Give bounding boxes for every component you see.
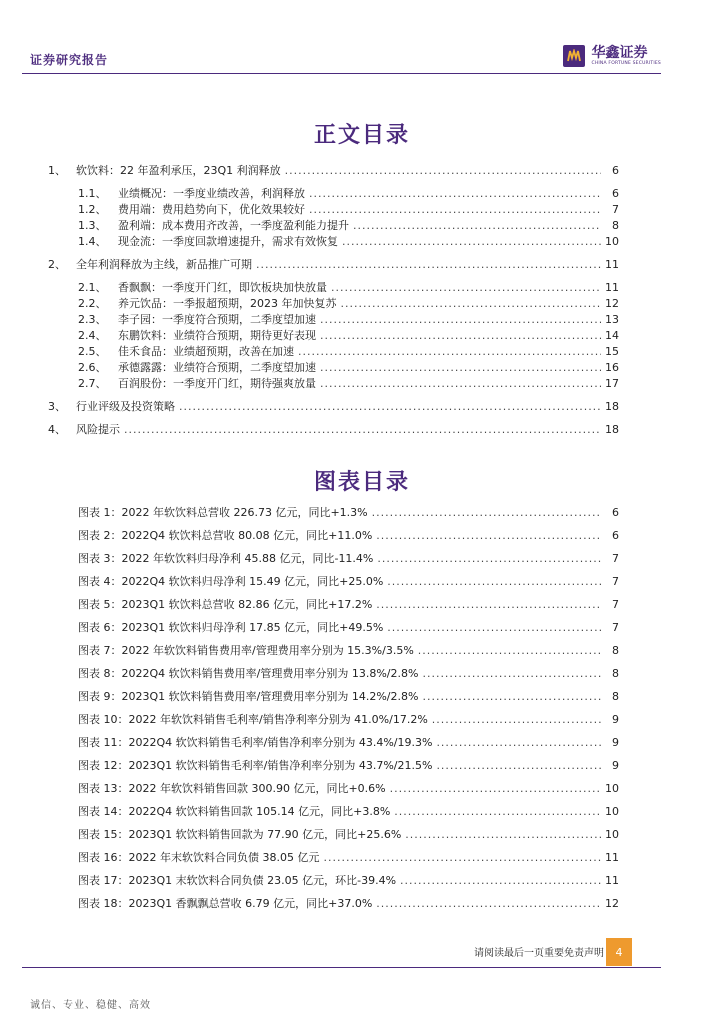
figure-item[interactable]: 图表 14：2022Q4 软饮料销售回款 105.14 亿元，同比+3.8% ..... 10 [78,803,619,819]
toc-item[interactable]: 2.7、 百润股份：一季度开门红，期待强爽放量 ..... 17 [78,375,619,391]
toc-item[interactable]: 1.2、 费用端：费用趋势向下，优化效果较好 ..... 7 [78,201,619,217]
figure-item[interactable]: 图表 5：2023Q1 软饮料总营收 82.86 亿元，同比+17.2% ..... 7 [78,596,619,612]
toc-item[interactable]: 2.6、 承德露露：业绩符合预期，二季度望加速 ..... 16 [78,359,619,375]
figure-item[interactable]: 图表 1：2022 年软饮料总营收 226.73 亿元，同比+1.3% ..... 6 [78,504,619,520]
toc-title: 正文目录 [313,122,410,148]
figure-item[interactable]: 图表 15：2023Q1 软饮料销售回款为 77.90 亿元，同比+25.6% ..... 10 [78,826,619,842]
figure-item[interactable]: 图表 8：2022Q4 软饮料销售费用率/管理费用率分别为 13.8%/2.8% ..... 8 [78,665,619,681]
figures-title: 图表目录 [313,469,410,495]
figure-item[interactable]: 图表 16：2022 年末软饮料合同负债 38.05 亿元 ..... 11 [78,849,619,865]
toc-item[interactable]: 4、 风险提示 ..... 18 [48,421,619,437]
figure-item[interactable]: 图表 6：2023Q1 软饮料归母净利 17.85 亿元，同比+49.5% ..... 7 [78,619,619,635]
figure-item[interactable]: 图表 9：2023Q1 软饮料销售费用率/管理费用率分别为 14.2%/2.8% ..... 8 [78,688,619,704]
brand-name: 华鑫证券 [591,45,648,61]
footer-divider [22,967,661,968]
toc-item[interactable]: 2.5、 佳禾食品：业绩超预期，改善在加速 ..... 15 [78,343,619,359]
page-number-badge: 4 [606,938,632,966]
toc-item[interactable]: 3、 行业评级及投资策略 ..... 18 [48,398,619,414]
figure-item[interactable]: 图表 10：2022 年软饮料销售毛利率/销售净利率分别为 41.0%/17.2% ..... 9 [78,711,619,727]
footer-motto: 诚信、专业、稳健、高效 [30,1000,151,1011]
disclaimer-note[interactable]: 请阅读最后一页重要免责声明 [474,948,604,959]
figure-item[interactable]: 图表 3：2022 年软饮料归母净利 45.88 亿元，同比-11.4% ..... 7 [78,550,619,566]
report-header-label: 证券研究报告 [30,53,109,67]
toc-item[interactable]: 2.1、 香飘飘：一季度开门红，即饮板块加快放量 ..... 11 [78,279,619,295]
brand-mark-icon [563,45,585,67]
toc-item[interactable]: 1.4、 现金流：一季度回款增速提升，需求有效恢复 ..... 10 [78,233,619,249]
toc-item[interactable]: 2.4、 东鹏饮料：业绩符合预期，期待更好表现 ..... 14 [78,327,619,343]
toc-item[interactable]: 1.3、 盈利端：成本费用齐改善，一季度盈利能力提升 ..... 8 [78,217,619,233]
figure-item[interactable]: 图表 13：2022 年软饮料销售回款 300.90 亿元，同比+0.6% ..... 10 [78,780,619,796]
figure-item[interactable]: 图表 4：2022Q4 软饮料归母净利 15.49 亿元，同比+25.0% ..... 7 [78,573,619,589]
figure-item[interactable]: 图表 17：2023Q1 末软饮料合同负债 23.05 亿元，环比-39.4% ..... 11 [78,872,619,888]
toc-item[interactable]: 1.1、 业绩概况：一季度业绩改善，利润释放 ..... 6 [78,185,619,201]
figure-item[interactable]: 图表 2：2022Q4 软饮料总营收 80.08 亿元，同比+11.0% ..... 6 [78,527,619,543]
header-divider [22,73,661,74]
figure-item[interactable]: 图表 18：2023Q1 香飘飘总营收 6.79 亿元，同比+37.0% ..... 12 [78,895,619,911]
figure-item[interactable]: 图表 11：2022Q4 软饮料销售毛利率/销售净利率分别为 43.4%/19.3% ..... 9 [78,734,619,750]
toc-item[interactable]: 2.2、 养元饮品：一季报超预期，2023 年加快复苏 ..... 12 [78,295,619,311]
toc-item[interactable]: 2.3、 李子园：一季度符合预期，二季度望加速 ..... 13 [78,311,619,327]
figure-item[interactable]: 图表 7：2022 年软饮料销售费用率/管理费用率分别为 15.3%/3.5% ..... 8 [78,642,619,658]
toc-item[interactable]: 1、 软饮料：22 年盈利承压，23Q1 利润释放 ..... 6 [48,162,619,178]
figure-item[interactable]: 图表 12：2023Q1 软饮料销售毛利率/销售净利率分别为 43.7%/21.5% ..... 9 [78,757,619,773]
brand-english-name: CHINA FORTUNE SECURITIES [591,61,661,66]
brand-logo [563,45,661,67]
toc-item[interactable]: 2、 全年利润释放为主线，新品推广可期 ..... 11 [48,256,619,272]
